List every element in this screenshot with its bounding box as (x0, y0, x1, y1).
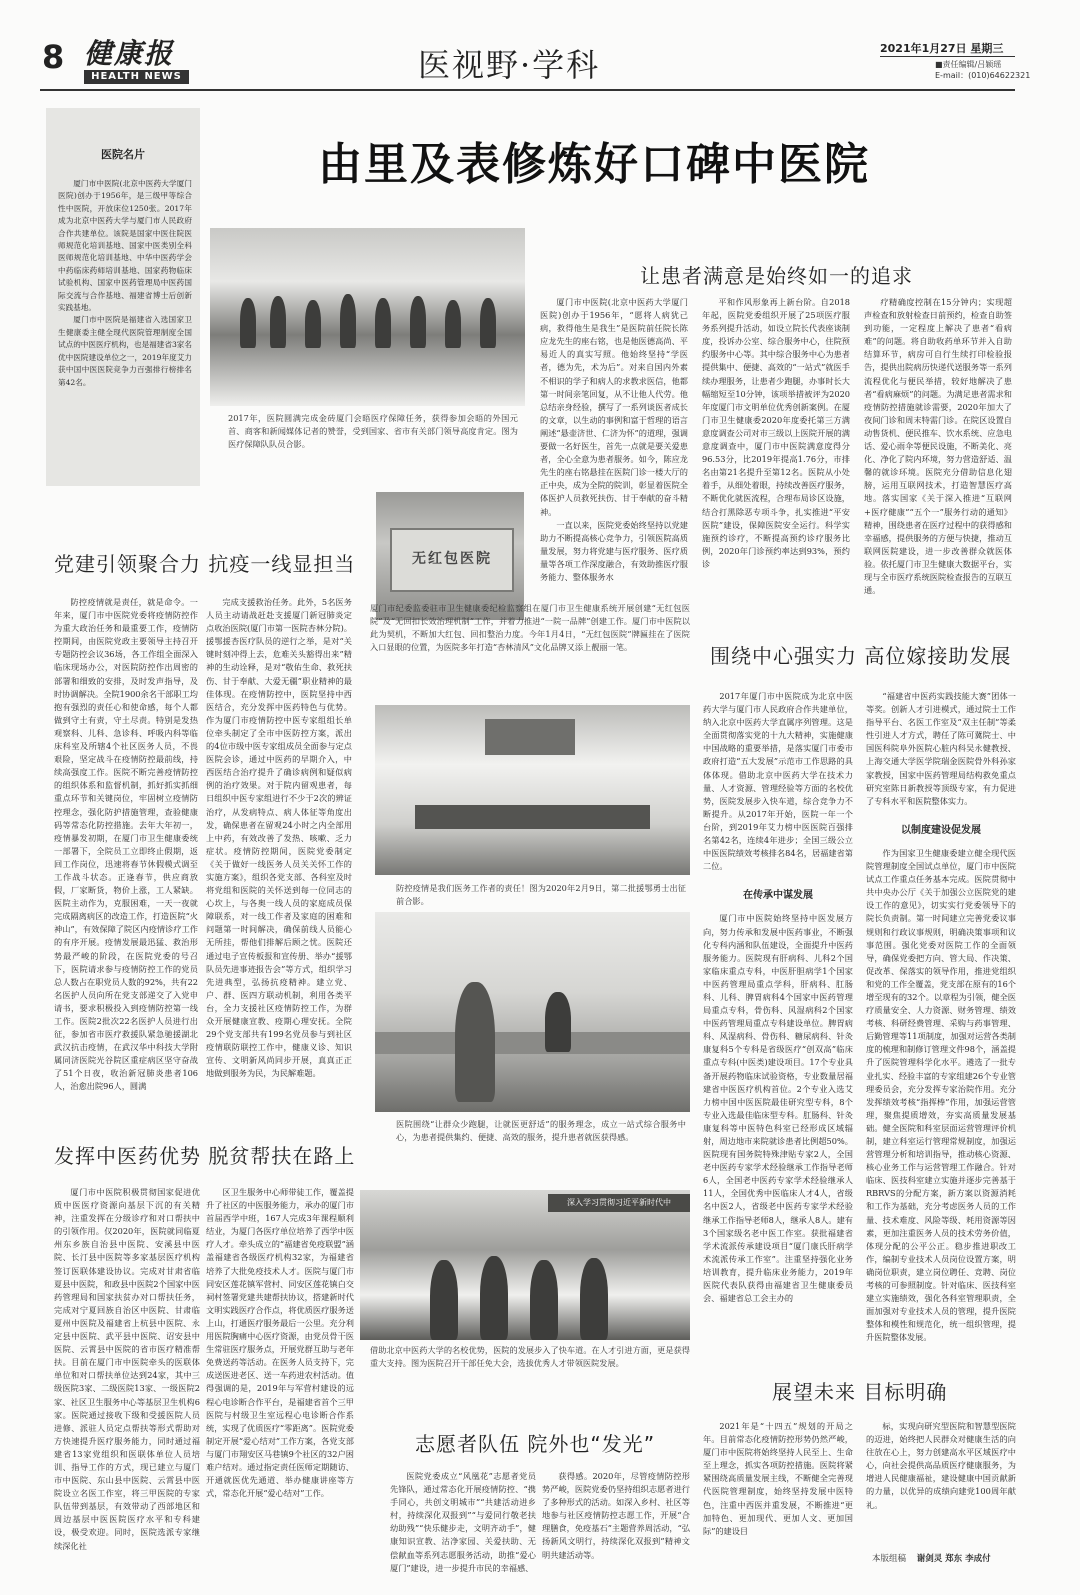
section2-title: 党建引领聚合力 抗疫一线显担当 (54, 552, 356, 576)
section2-col1-p1: 防控疫情就是责任，就是命令。一年来，厦门市中医院党委将疫情防控作为重大政治任务和最重要工作，疫情防控期间，由医院党政主要领导主持召开专题防控会议36场，各工作组全面深入临床现场办公，对医院防控作出周密的部署和细致的安排，及时发声指导，及时协调解决。全院1900余名干部职工均抱有强烈的责任心和使命感，每个人都做到守土有责，守土尽责。特别是发热观察科、儿科、急诊科、呼吸内科等临床科室及所辖4个社区医务人员，不畏艰险，坚定战斗在疫情防控最前线，持续高强度工作。医院不断完善疫情防控的组织体系和监督机制，抓好抓实抓细重点环节和关键岗位，牢固树立疫情防控理念，强化防护措施管理，查验健康码等常态化防控措施。去年大年初一，疫情暴发初期，在厦门市卫生健康委统一部署下，全院员工立即终止假期，返回工作岗位，迅速将春节休假模式调至工作战斗状态。正逢春节，供应商放假，厂家断货，物价上涨，工人紧缺。医院主动作为，克服困难，一天一夜就完成隔离病区的改造工作，打造医院“火神山”，有效保障了院区内疫情诊疗工作的有序开展。疫情发展最迅猛、救治形势最严峻的阶段，在医院党委的号召下，医院请求参与疫情防控工作的党员总人数占在职党员人数的92%，共有22名医护人员向所在党支部递交了入党申请书，要求积极投入到疫情防控第一线工作。医院2批次22名医护人员进行出征，参加省市医疗救援队紧急驰援湖北武汉抗击疫情，在武汉华中科技大学附属同济医院光谷院区重症病区坚守奋战了51个日夜，收治新冠肺炎患者106人，治愈出院96人，圆满 (54, 597, 198, 1092)
section4-subtitle1: 在传承中谋发展 (743, 890, 813, 902)
paper-name-en: HEALTH NEWS (84, 70, 189, 84)
photo-service-center (375, 912, 690, 1112)
credits (872, 1552, 991, 1564)
section1-col3-p1: 疗精确度控制在15分钟内；实现超声检查和放射检查日前预约，检查自助签到功能，一定程度上解决了患者“看病难”的问题。将自助收药单环节并入自助结算环节，病房可自行生续打印检验报告，提供出院病历快递代送服务等一系列流程优化与便民举措，较好地解决了患者“看病麻烦”的问题。为满足患者需求和疫情防控措施就诊需要，2020年加大了夜间门诊和周末特需门诊。在院区设置自动售货机、便民推车、饮水系统、应急电话、爱心雨伞等便民设施，不断美化、亮化、净化了院内环境，努力营造舒适、温馨的就诊环境。医院充分借助信息化翅膀，运用互联网技术，打造智慧医疗高地。落实国家《关于深入推进“互联网+医疗健康”“五个一”服务行动的通知》精神，围绕患者在医疗过程中的获得感和幸福感，提供服务的方便与快捷，推动互联网医院建设，进一步改善群众就医体验。依托厦门市卫生健康大数据平台，实现与全市医疗系统医院检查报告的互联互通。 (864, 297, 1012, 596)
section3-col1 (54, 1186, 200, 1576)
section3-col2-p1: 区卫生服务中心师带徒工作，覆盖提升了社区的中医服务能力，承办的厦门市首届西学中班，167人完成3年课程顺利结业，为厦门各医疗单位培养了西学中医疗人才。牵头成立的“福建省免疫联盟”涵盖福建省各级医疗机构32家，为福建省培养了大批免疫技术人才。医院与厦门市同安区莲花镇军营村、同安区莲花镇白交祠村签署党建共建帮扶协议，搭建新时代文明实践医疗合作点，将优质医疗服务送上山，打通医疗服务最后一公里。充分利用医院胸痛中心医疗资源，由党员骨干医生常驻医疗服务点，开展党群互助与老年免费送药等活动。在医务人员支持下，完成送医进老区、送一车药进农村活动。值得强调的是，2019年与军营村建设的远程心电诊断合作平台，是福建省首个三甲医院与村级卫生室远程心电诊断合作系统，实现了优质医疗“零距离”。医院党委制定开展“爱心结对”工作方案，各党支部与厦门市翔安区马巷镇9个社区的32户困难户结对。通过指定责任医师定期随访、开通就医优先通道、举办健康讲座等方式，常态化开展“爱心结对”工作。 (206, 1187, 354, 1499)
date-text: 2021年1月27日 (880, 42, 967, 55)
section2-col1 (54, 596, 198, 1092)
section6-col2-p1: 标，实现向研究型医院和智慧型医院的迈进，始终把人民群众对健康生活的向往放在心上，努力创建高水平区域医疗中心，向社会提供高品质医疗健康服务，为增进人民健康福祉，建设健康中国贡献新的力量，以优异的成绩向建党100周年献礼。 (866, 1421, 1016, 1510)
plaque-board (390, 528, 514, 592)
weekday-text: 星期三 (970, 42, 1004, 55)
issue-date (880, 40, 1003, 56)
section1-col1 (540, 296, 688, 586)
section6-col1-p1: 2021年是“十四五”规划的开局之年。目前常态化疫情防控形势仍然严峻，厦门市中医院将始终坚持人民至上、生命至上理念，抓实各项防控措施。医院将紧紧围绕高质量发展主线，不断健全完善现代医院管理制度，始终坚持发展中医特色，注重中西医并重发展，不断推进“更加特色、更加现代、更加人文、更加国际”的建设目 (703, 1421, 853, 1536)
masthead (0, 0, 1080, 96)
section4-title: 围绕中心强实力 高位嫁接助发展 (710, 644, 1012, 668)
section3-col1-p1: 厦门市中医院积极贯彻国家促进优质中医医疗资源向基层下沉的有关精神，注重发挥在分级诊疗和对口帮扶中的引领作用。仅2020年，医院就同临夏州东乡族自治县中医院、安溪县中医院、长汀县中医院等多家基层医疗机构签订医联体建设协议。完成对甘肃省临夏县中医院，和政县中医院2个国家中医药管理局和国家扶贫办对口帮扶任务，完成对宁夏回族自治区中医院、甘肃临夏州中医院及福建省上杭县中医院、永定县中医院、武平县中医院、诏安县中医院、云霄县中医院的省市医疗精准帮扶。目前在厦门市中医院牵头的医联体单位和对口帮扶单位达到24家，其中三级医院3家、二级医院13家、一级医院2家、社区卫生服务中心等基层卫生机构6家。医院通过接收下级和受援医院人员进修、派驻人员定点帮扶等形式帮助对方快速提升医疗服务能力，同时通过福建省13家党组织和医联体单位人员培训、指导工作的方式，现已建立与厦门市中医院、东山县中医院、云霄县中医院设立名医工作室，将三甲医院的专家队伍带到基层，有效带动了西部地区和周边基层中医医院医疗水平和专科建设，极受欢迎。同时，医院选派专家继续深化社 (54, 1187, 200, 1551)
photo2-caption: 厦门市纪委监委驻市卫生健康委纪检监察组在厦门市卫生健康系统开展创建“无红包医院”及“无回扣长效治理机制”工作，并着力推进“一院一品牌”创建工作。厦门市中医院以此为契机，不断加大红包、回扣整治力度。今年1月4日，“无红包医院”牌匾挂在了医院入口显眼的位置，为医院多年打造“杏林清风”文化品牌又添上靓丽一笔。 (370, 603, 690, 652)
date-rule (880, 56, 1015, 57)
photo-hubei-team (375, 705, 690, 875)
hospital-card (46, 108, 200, 486)
headline: 由里及表修炼好口碑中医院 (318, 139, 870, 190)
photo-appointment-meeting (360, 1190, 690, 1340)
section6-col1 (703, 1420, 853, 1570)
photo3-caption: 防控疫情是我们医务工作者的责任！图为2020年2月9日，第二批援鄂勇士出征前合影。 (396, 883, 686, 906)
section5-col2 (542, 1470, 690, 1582)
page-number: 8 (42, 38, 65, 76)
hospital-card-body (58, 178, 192, 483)
section1-col2 (702, 296, 850, 586)
section4-col2-p1: “福建省中医药实践技能大赛”团体一等奖。创新人才引进模式，通过院士工作指导平台、名医工作室及“双主任制”等柔性引进人才方式，聘任了陈可冀院士、中国医科院阜外医院心脏内科吴永健教授、上海交通大学医学院瑞金医院骨外科孙家家教授，国家中医药管理局结构救免重点研究室陈日新教授等顶级专家，有力促进了专科水平和医院整体实力。 (866, 691, 1016, 806)
section2-col2-p1: 完成支援救治任务。此外，5名医务人员主动请战赶赴支援厦门新冠肺炎定点收治医院(厦门市第一医院杏林分院)。援鄂援杏医疗队员的逆行之举，是对“关键时刻冲得上去，危难关头豁得出来”精神的生动诠释，是对“敬佑生命、救死扶伤、甘于奉献、大爱无疆”职业精神的最佳体现。在疫情防控中，医院坚持中西医结合，充分发挥中医药特色与优势。作为厦门市疫情防控中医专家组组长单位牵头制定了全市中医防控方案，派出的4位市级中医专家组成员全面参与定点医院会诊，通过中医药的早期介入，中西医结合治疗提升了确诊病例和疑似病例的治疗效果。对于院内留观患者，每日组织中医专家组进行不少于2次的辨证治疗，从发病特点、病人体征等角度出发，确保患者在留观24小时之内全部用上中药，有效改善了发热、咳嗽、乏力症状。疫情防控期间，医院党委制定《关于做好一线医务人员关关怀工作的实施方案》，组织各党支部、各科室及时将党组和医院的关怀送到每一位同志的心坎上，与各奥一线人员的家庭成员保障联系，对一线工作者及家庭的困难和问题第一时间解决，确保前线人员能心无所挂，帮他们排解后顾之忧。医院还通过电子宣传板报和宣传册、举办“援鄂队员先进事迹报告会”等方式，组织学习先进典型，弘扬抗疫精神。建立党、户、群、医四方联动机制，利用各类平台，全力支援社区疫情防控工作，为群众开展健康宣教、疫期心理安抚。全院29个党支部共有199名党员参与到社区疫情联防联控工作中，健康义诊、知识宣传、文明新风尚同步开展，真真正正地做到服务为民，为民解难题。 (206, 597, 352, 1079)
masthead-rule (40, 89, 1015, 91)
section5-col1-p1: 医院党委成立“风凰花”志愿者党员先锋队，通过常态化开展疫情防控、“携手同心，共创文明城市”“共建活动进乡村，持续深化双报到”“与爱同行敬老扶幼助残”“快乐健步走，文明齐动手”，健康知识宣教、沽净家园、关爱扶助、无偿献血等系列志愿服务活动，助推“爱心厦门”建设，进一步提升市民的幸福感、 (390, 1471, 536, 1573)
section1-title: 让患者满意是始终如一的追求 (640, 264, 913, 288)
section6-title: 展望未来 目标明确 (772, 1380, 948, 1404)
credits-label: 本版组稿 (872, 1554, 907, 1564)
section3-title: 发挥中医药优势 脱贫帮扶在路上 (54, 1144, 356, 1168)
photo4-caption: 医院围绕“让群众少跑腿，让就医更舒适”的服务理念，成立一站式综合服务中心，为患者提供集约、便捷、高效的服务，提升患者就医获得感。 (396, 1119, 686, 1142)
editor-line: ■责任编辑/吕颖瑶 (935, 60, 1002, 69)
hospital-card-p1: 厦门市中医院(北京中医药大学厦门医院)创办于1956年，是三级甲等综合性中医院，开放床位1250张。2017年成为北京中医药大学与厦门市人民政府合作共建单位。该院是国家中医住院医师规范化培训基地、国家中医类别全科医师规范化培训基地、中华中医药学会中药临床药师培训基地、国家药物临床试验机构、国家中医药管理局中医药国际交流与合作基地、福建省博士后创新实践基地。 (58, 179, 192, 313)
meeting-banner-text: 深入学习贯彻习近平新时代中 (567, 1198, 671, 1207)
paper-name: 健康报 (84, 37, 175, 70)
meeting-banner (548, 1194, 690, 1212)
section1-col1-p1: 厦门市中医院(北京中医药大学厦门医院)创办于1956年，“愿将人病犹己病，救得他生是我生”是医院前任院长陈应龙先生的座右铭，也是他医德高尚、平易近人的真实写照。他始终坚持“学医者，德为先，术为后”。对来自国内外素不相识的学子和病人的求教求医信，他都第一时间亲笔回复，从不让他人代劳。他总结亲身经验，撰写了一系列谈医者成长的文章，以生动的事例和富于哲理的语言阐述“悬壶济世、仁济为怀”的道理，强调要做一名好医生，首先一点就是要关爱患者，全心全意为患者服务。如今，陈应龙先生的座右铭悬挂在医院门诊一楼大厅的正中央，成为全院的院训，彰显着医院全体医护人员救死扶伤、甘于奉献的奋斗精神。 (540, 297, 688, 517)
section6-col2 (866, 1420, 1016, 1538)
section4-col2 (866, 690, 1016, 1343)
email-line: E-mail：(010)64622321 (935, 71, 1031, 80)
section3-col2 (206, 1186, 354, 1576)
hospital-card-title: 医院名片 (101, 148, 145, 161)
hospital-card-p2: 厦门市中医院是福建省入选国家卫生健康委主健全现代医院管理制度全国试点的中医医疗机构，也是福建省3家名优中医院建设单位之一，2019年度艾力获中国中医医院竞争力百强排行榜排名第42名。 (58, 315, 192, 387)
photo5-caption: 借助北京中医药大学的名校优势，医院的发展步入了快车道。在人才引进方面，更是获得重大支持。图为医院召开干部任免大会，选拔优秀人才带领医院发展。 (370, 1345, 690, 1368)
section5-col1 (390, 1470, 536, 1582)
section5-col2-p1: 获得感。2020年，尽管疫情防控形势严峻，医院党委仍坚持组织志愿者进行了多种形式的活动。如深入乡村、社区等地参与社区疫情防控志愿工作，开展“合理膳食，免疫基石”主题营养周活动，“弘扬新风文明行，持续深化双报到”精神文明共建活动等。 (542, 1471, 690, 1560)
section4-col1-p2: 厦门市中医院始终坚持中医发展方向，努力传承和发展中医药事业，不断强化专科内涵和队伍建设，全面提升中医药服务能力。医院现有肝病科、儿科2个国家临床重点专科，中医肝胆病学1个国家中医药管理局重点学科，肝病科、肛肠科、儿科、脾胃病科4个国家中医药管理局重点专科，骨伤科、风湿病科2个国家中医药管理局重点专科建设单位。脾胃病科、风湿病科、骨伤科、糖尿病科、针灸康复科5个专科是省级医疗“创双高”临床重点专科(中医类)建设项目。17个专业具备开展药物临床试验资格，专业数量居福建省中医医疗机构首位。2个专业入选艾力榜中国中医医院最佳研究型专科，8个专业入选最佳临床型专科。肛肠科、针灸康复科等中医特色科室已经形成区域辐射，周边地市来院就诊患者比例超50%。医院现有国务院特殊津贴专家2人，全国老中医药专家学术经验继承工作指导老师6人，全国老中医药专家学术经验继承人11人，全国优秀中医临床人才4人，省级名中医2人，省级老中医药专家学术经验继承工作指导老师8人，继承人8人。建有3个国家级名老中医工作室。获批福建省学术流派传承建设项目“厦门康氏肝病学术流派传承工作室”。注重坚持强化业务培训教育，提升临床业务能力，2019年医院代表队获得由福建省卫生健康委员会、福建省总工会主办的 (703, 913, 853, 1304)
plaque-text: 无红包医院 (412, 551, 492, 567)
section4-col2-p2: 作为国家卫生健康委建立健全现代医院管理制度全国试点单位，厦门市中医院试点工作重点任务基本完成。医院贯彻中共中央办公厅《关于加强公立医院党的建设工作的意见》，切实实行党委领导下的院长负责制。第一时间建立完善党委议事规则和行政议事规则，明确决策事项和议事范围。强化党委对医院工作的全面领导，确保党委把方向、管大局、作决策、促改革、保落实的领导作用，推进党组织和党的工作全覆盖，党支部在原有的16个增至现有的32个。以章程为引领，健全医疗质量安全、人力资源、财务管理、绩效考核、科研经费管理、采购与药事管理、后勤管理等11项制度，加强对运营各类制度的梳理和制修订管理文件98个，涵盖提升了医院管理科学化水平。遴选了一批专业扎实、经验丰富的专家组建26个专业管理委员会，充分发挥专家治院作用。充分发挥绩效考核“指挥棒”作用，加强运营管理，聚焦提质增效，夯实高质量发展基础。健全医院和科室层面运营管理评价机制，建立科室运行管理常规制度，加强运营管理分析和培训指导，推动核心资源、核心业务工作与运营管理工作融合。针对临床、医技科室建立实施并逐步完善基于RBRVS的分配方案，新方案以资源消耗和工作为基础，充分考虑医务人员的工作量、技术难度、风险等级、耗用资源等因素，更加注重医务人员的技术劳务价值，体现分配的公平公正。稳步推进职改工作，编制专业技术人员岗位设置方案，明确岗位职责，建立岗位聘任、竞聘、岗位考核的可参照制度。针对临床、医技科室建立实施绩效，强化各科室管理职责，全面加强对专业技术人员的管理，提升医院整体和模性和规范化，统一组织管理，提升医院整体发展。 (866, 847, 1016, 1343)
credits-names: 谢剑灵 郑东 李成付 (916, 1554, 991, 1564)
photo1-caption: 2017年，医院圆满完成金砖厦门会晤医疗保障任务，获得参加会晤的外国元首、商客和新闻媒体记者的赞誉，受到国家、省市有关部门领导高度肯定。图为医疗保障队队员合影。 (228, 413, 518, 449)
section4-subtitle2: 以制度建设促发展 (901, 824, 981, 836)
section4-col1-p1: 2017年厦门市中医院成为北京中医药大学与厦门市人民政府合作共建单位，纳入北京中医药大学直属序列管理。这是全面贯彻落实党的十九大精神，实施健康中国战略的重要举措，是落实厦门市委市政府打造“五大发展”示范市工作思路的具体体现。借助北京中医药大学在技术力量、人才资源、管理经验等方面的名校优势，医院发展步入快车道，综合竞争力不断提升。从2017年开始，医院一年一个台阶，到2019年艾力榜中医医院百强排名第42名，连续4年进步；全国三级公立中医医院绩效考核排名84名，居福建省第二位。 (703, 691, 853, 872)
section1-col2-p1: 平和作风形象再上新台阶。自2018年起，医院党委组织开展了25项医疗服务系列提升活动，如设立院长代表座谈制度，投诉办公室、综合服务中心，住院预约服务中心等。其中综合服务中心为患者提供集中、便捷、高效的“一站式”就医手续办理服务，让患者少跑腿，办事时长大幅缩短至10分钟，该项举措被评为2020年度厦门市文明单位优秀创新案例。在厦门市卫生健康委2020年度委托第三方满意度调查公司对市三级以上医院开展的满意度调查中，厦门市中医院满意度得分96.53分，比2019年提高1.76分，市排名由第21名提升至第12名。医院从小处着手，从细处着眼，持续改善医疗服务，不断优化就医流程，合理布局诊区设施，结合打黑除恶专项斗争，扎实推进“平安医院”建设，保障医院安全运行。科学实施预约诊疗，不断提高预约诊疗服务比例，2020年门诊预约率达到93%，预约诊 (702, 297, 850, 569)
photo-plaque (376, 492, 524, 620)
section1-col3 (864, 296, 1012, 596)
section5-title: 志愿者队伍 院外也“发光” (415, 1432, 656, 1456)
section4-col1 (703, 690, 853, 1304)
section-title: 医视野·学科 (418, 46, 601, 84)
section2-col2 (206, 596, 352, 1079)
section1-col1-p2: 一直以来，医院党委始终坚持以党建助力不断提高核心竞争力，引领医院高质量发展，努力将党建与医疗服务、医疗质量等各项工作深度融合，有效助推医疗服务能力、整体服务水 (540, 519, 688, 582)
photo-group-medical-team (210, 228, 525, 406)
